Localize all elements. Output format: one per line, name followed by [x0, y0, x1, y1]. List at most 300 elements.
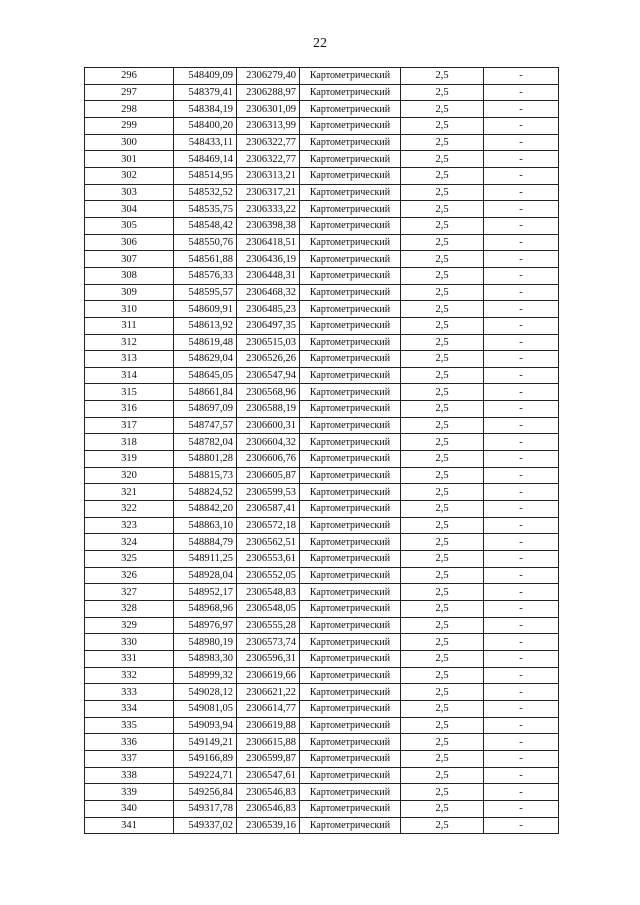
point-number-cell: 319	[85, 451, 174, 468]
method-cell: Картометрический	[300, 700, 401, 717]
accuracy-cell: 2,5	[401, 800, 484, 817]
y-coordinate-cell: 2306573,74	[237, 634, 300, 651]
method-cell: Картометрический	[300, 467, 401, 484]
point-number-cell: 333	[85, 684, 174, 701]
method-cell: Картометрический	[300, 417, 401, 434]
x-coordinate-cell: 548863,10	[174, 517, 237, 534]
accuracy-cell: 2,5	[401, 434, 484, 451]
x-coordinate-cell: 548595,57	[174, 284, 237, 301]
y-coordinate-cell: 2306552,05	[237, 567, 300, 584]
point-number-cell: 336	[85, 734, 174, 751]
method-cell: Картометрический	[300, 134, 401, 151]
accuracy-cell: 2,5	[401, 201, 484, 218]
accuracy-cell: 2,5	[401, 517, 484, 534]
accuracy-cell: 2,5	[401, 650, 484, 667]
description-cell: -	[484, 401, 559, 418]
x-coordinate-cell: 548532,52	[174, 184, 237, 201]
x-coordinate-cell: 548815,73	[174, 467, 237, 484]
point-number-cell: 332	[85, 667, 174, 684]
point-number-cell: 334	[85, 700, 174, 717]
y-coordinate-cell: 2306515,03	[237, 334, 300, 351]
y-coordinate-cell: 2306546,83	[237, 784, 300, 801]
description-cell: -	[484, 384, 559, 401]
accuracy-cell: 2,5	[401, 551, 484, 568]
table-row	[85, 317, 559, 334]
x-coordinate-cell: 548384,19	[174, 101, 237, 118]
y-coordinate-cell: 2306313,21	[237, 167, 300, 184]
accuracy-cell: 2,5	[401, 617, 484, 634]
method-cell: Картометрический	[300, 750, 401, 767]
y-coordinate-cell: 2306588,19	[237, 401, 300, 418]
coordinates-table-body	[85, 68, 559, 834]
x-coordinate-cell: 548550,76	[174, 234, 237, 251]
accuracy-cell: 2,5	[401, 634, 484, 651]
description-cell: -	[484, 68, 559, 85]
y-coordinate-cell: 2306436,19	[237, 251, 300, 268]
x-coordinate-cell: 549224,71	[174, 767, 237, 784]
description-cell: -	[484, 734, 559, 751]
point-number-cell: 323	[85, 517, 174, 534]
x-coordinate-cell: 549166,89	[174, 750, 237, 767]
x-coordinate-cell: 548400,20	[174, 117, 237, 134]
accuracy-cell: 2,5	[401, 484, 484, 501]
point-number-cell: 296	[85, 68, 174, 85]
description-cell: -	[484, 201, 559, 218]
description-cell: -	[484, 417, 559, 434]
point-number-cell: 299	[85, 117, 174, 134]
point-number-cell: 328	[85, 601, 174, 618]
point-number-cell: 298	[85, 101, 174, 118]
point-number-cell: 297	[85, 84, 174, 101]
description-cell: -	[484, 700, 559, 717]
x-coordinate-cell: 548645,05	[174, 367, 237, 384]
x-coordinate-cell: 548561,88	[174, 251, 237, 268]
accuracy-cell: 2,5	[401, 117, 484, 134]
point-number-cell: 314	[85, 367, 174, 384]
table-row	[85, 301, 559, 318]
description-cell: -	[484, 284, 559, 301]
table-row	[85, 734, 559, 751]
description-cell: -	[484, 717, 559, 734]
point-number-cell: 307	[85, 251, 174, 268]
x-coordinate-cell: 548884,79	[174, 534, 237, 551]
table-row	[85, 484, 559, 501]
method-cell: Картометрический	[300, 251, 401, 268]
point-number-cell: 311	[85, 317, 174, 334]
table-row	[85, 750, 559, 767]
accuracy-cell: 2,5	[401, 584, 484, 601]
accuracy-cell: 2,5	[401, 68, 484, 85]
point-number-cell: 331	[85, 650, 174, 667]
y-coordinate-cell: 2306604,32	[237, 434, 300, 451]
method-cell: Картометрический	[300, 767, 401, 784]
x-coordinate-cell: 549093,94	[174, 717, 237, 734]
y-coordinate-cell: 2306619,88	[237, 717, 300, 734]
method-cell: Картометрический	[300, 484, 401, 501]
description-cell: -	[484, 767, 559, 784]
point-number-cell: 325	[85, 551, 174, 568]
table-row	[85, 717, 559, 734]
x-coordinate-cell: 548747,57	[174, 417, 237, 434]
point-number-cell: 327	[85, 584, 174, 601]
method-cell: Картометрический	[300, 634, 401, 651]
method-cell: Картометрический	[300, 167, 401, 184]
point-number-cell: 330	[85, 634, 174, 651]
point-number-cell: 322	[85, 501, 174, 518]
table-row	[85, 417, 559, 434]
y-coordinate-cell: 2306614,77	[237, 700, 300, 717]
x-coordinate-cell: 548976,97	[174, 617, 237, 634]
description-cell: -	[484, 301, 559, 318]
table-row	[85, 467, 559, 484]
table-row	[85, 517, 559, 534]
accuracy-cell: 2,5	[401, 251, 484, 268]
accuracy-cell: 2,5	[401, 717, 484, 734]
table-row	[85, 784, 559, 801]
method-cell: Картометрический	[300, 517, 401, 534]
accuracy-cell: 2,5	[401, 217, 484, 234]
description-cell: -	[484, 267, 559, 284]
y-coordinate-cell: 2306322,77	[237, 151, 300, 168]
table-row	[85, 451, 559, 468]
description-cell: -	[484, 251, 559, 268]
y-coordinate-cell: 2306546,83	[237, 800, 300, 817]
method-cell: Картометрический	[300, 584, 401, 601]
point-number-cell: 339	[85, 784, 174, 801]
x-coordinate-cell: 548928,04	[174, 567, 237, 584]
y-coordinate-cell: 2306288,97	[237, 84, 300, 101]
table-row	[85, 617, 559, 634]
description-cell: -	[484, 351, 559, 368]
method-cell: Картометрический	[300, 184, 401, 201]
x-coordinate-cell: 548980,19	[174, 634, 237, 651]
accuracy-cell: 2,5	[401, 817, 484, 834]
description-cell: -	[484, 434, 559, 451]
x-coordinate-cell: 548433,11	[174, 134, 237, 151]
y-coordinate-cell: 2306605,87	[237, 467, 300, 484]
table-row	[85, 351, 559, 368]
y-coordinate-cell: 2306606,76	[237, 451, 300, 468]
point-number-cell: 326	[85, 567, 174, 584]
description-cell: -	[484, 551, 559, 568]
accuracy-cell: 2,5	[401, 784, 484, 801]
x-coordinate-cell: 549149,21	[174, 734, 237, 751]
accuracy-cell: 2,5	[401, 534, 484, 551]
point-number-cell: 317	[85, 417, 174, 434]
accuracy-cell: 2,5	[401, 750, 484, 767]
x-coordinate-cell: 548824,52	[174, 484, 237, 501]
accuracy-cell: 2,5	[401, 167, 484, 184]
y-coordinate-cell: 2306398,38	[237, 217, 300, 234]
table-row	[85, 151, 559, 168]
x-coordinate-cell: 548999,32	[174, 667, 237, 684]
method-cell: Картометрический	[300, 151, 401, 168]
point-number-cell: 309	[85, 284, 174, 301]
accuracy-cell: 2,5	[401, 134, 484, 151]
x-coordinate-cell: 548535,75	[174, 201, 237, 218]
y-coordinate-cell: 2306322,77	[237, 134, 300, 151]
method-cell: Картометрический	[300, 800, 401, 817]
table-row	[85, 534, 559, 551]
table-row	[85, 584, 559, 601]
x-coordinate-cell: 548983,30	[174, 650, 237, 667]
table-row	[85, 684, 559, 701]
table-row	[85, 551, 559, 568]
method-cell: Картометрический	[300, 650, 401, 667]
x-coordinate-cell: 548514,95	[174, 167, 237, 184]
y-coordinate-cell: 2306615,88	[237, 734, 300, 751]
y-coordinate-cell: 2306468,32	[237, 284, 300, 301]
description-cell: -	[484, 617, 559, 634]
x-coordinate-cell: 548782,04	[174, 434, 237, 451]
table-row	[85, 434, 559, 451]
table-row	[85, 184, 559, 201]
table-row	[85, 650, 559, 667]
accuracy-cell: 2,5	[401, 84, 484, 101]
accuracy-cell: 2,5	[401, 684, 484, 701]
point-number-cell: 316	[85, 401, 174, 418]
point-number-cell: 337	[85, 750, 174, 767]
method-cell: Картометрический	[300, 117, 401, 134]
coordinates-table	[84, 67, 559, 834]
table-row	[85, 84, 559, 101]
point-number-cell: 304	[85, 201, 174, 218]
accuracy-cell: 2,5	[401, 184, 484, 201]
table-row	[85, 167, 559, 184]
description-cell: -	[484, 817, 559, 834]
y-coordinate-cell: 2306599,87	[237, 750, 300, 767]
accuracy-cell: 2,5	[401, 501, 484, 518]
description-cell: -	[484, 684, 559, 701]
point-number-cell: 321	[85, 484, 174, 501]
y-coordinate-cell: 2306553,61	[237, 551, 300, 568]
point-number-cell: 312	[85, 334, 174, 351]
point-number-cell: 341	[85, 817, 174, 834]
y-coordinate-cell: 2306547,94	[237, 367, 300, 384]
accuracy-cell: 2,5	[401, 284, 484, 301]
method-cell: Картометрический	[300, 567, 401, 584]
method-cell: Картометрический	[300, 301, 401, 318]
point-number-cell: 329	[85, 617, 174, 634]
description-cell: -	[484, 584, 559, 601]
y-coordinate-cell: 2306526,26	[237, 351, 300, 368]
description-cell: -	[484, 234, 559, 251]
method-cell: Картометрический	[300, 551, 401, 568]
y-coordinate-cell: 2306418,51	[237, 234, 300, 251]
point-number-cell: 335	[85, 717, 174, 734]
accuracy-cell: 2,5	[401, 334, 484, 351]
point-number-cell: 324	[85, 534, 174, 551]
method-cell: Картометрический	[300, 501, 401, 518]
table-row	[85, 767, 559, 784]
accuracy-cell: 2,5	[401, 451, 484, 468]
table-row	[85, 334, 559, 351]
method-cell: Картометрический	[300, 717, 401, 734]
method-cell: Картометрический	[300, 451, 401, 468]
y-coordinate-cell: 2306562,51	[237, 534, 300, 551]
method-cell: Картометрический	[300, 217, 401, 234]
y-coordinate-cell: 2306547,61	[237, 767, 300, 784]
y-coordinate-cell: 2306596,31	[237, 650, 300, 667]
y-coordinate-cell: 2306572,18	[237, 517, 300, 534]
method-cell: Картометрический	[300, 384, 401, 401]
table-row	[85, 567, 559, 584]
description-cell: -	[484, 467, 559, 484]
point-number-cell: 302	[85, 167, 174, 184]
method-cell: Картометрический	[300, 284, 401, 301]
table-row	[85, 700, 559, 717]
x-coordinate-cell: 549081,05	[174, 700, 237, 717]
method-cell: Картометрический	[300, 601, 401, 618]
table-row	[85, 367, 559, 384]
accuracy-cell: 2,5	[401, 567, 484, 584]
description-cell: -	[484, 750, 559, 767]
method-cell: Картометрический	[300, 401, 401, 418]
table-row	[85, 501, 559, 518]
table-row	[85, 217, 559, 234]
table-row	[85, 134, 559, 151]
method-cell: Картометрический	[300, 334, 401, 351]
x-coordinate-cell: 549317,78	[174, 800, 237, 817]
x-coordinate-cell: 548379,41	[174, 84, 237, 101]
description-cell: -	[484, 534, 559, 551]
description-cell: -	[484, 484, 559, 501]
table-row	[85, 68, 559, 85]
x-coordinate-cell: 548613,92	[174, 317, 237, 334]
y-coordinate-cell: 2306619,66	[237, 667, 300, 684]
x-coordinate-cell: 548952,17	[174, 584, 237, 601]
method-cell: Картометрический	[300, 734, 401, 751]
description-cell: -	[484, 84, 559, 101]
x-coordinate-cell: 548409,09	[174, 68, 237, 85]
x-coordinate-cell: 548469,14	[174, 151, 237, 168]
method-cell: Картометрический	[300, 68, 401, 85]
table-row	[85, 601, 559, 618]
table-row	[85, 117, 559, 134]
method-cell: Картометрический	[300, 367, 401, 384]
x-coordinate-cell: 549337,02	[174, 817, 237, 834]
table-row	[85, 267, 559, 284]
accuracy-cell: 2,5	[401, 401, 484, 418]
x-coordinate-cell: 548697,09	[174, 401, 237, 418]
description-cell: -	[484, 601, 559, 618]
point-number-cell: 318	[85, 434, 174, 451]
method-cell: Картометрический	[300, 667, 401, 684]
table-row	[85, 284, 559, 301]
y-coordinate-cell: 2306333,22	[237, 201, 300, 218]
accuracy-cell: 2,5	[401, 267, 484, 284]
x-coordinate-cell: 548548,42	[174, 217, 237, 234]
accuracy-cell: 2,5	[401, 667, 484, 684]
method-cell: Картометрический	[300, 267, 401, 284]
method-cell: Картометрический	[300, 84, 401, 101]
description-cell: -	[484, 117, 559, 134]
description-cell: -	[484, 800, 559, 817]
table-row	[85, 800, 559, 817]
y-coordinate-cell: 2306555,28	[237, 617, 300, 634]
page-number: 22	[313, 36, 327, 51]
y-coordinate-cell: 2306313,99	[237, 117, 300, 134]
description-cell: -	[484, 217, 559, 234]
description-cell: -	[484, 451, 559, 468]
x-coordinate-cell: 548842,20	[174, 501, 237, 518]
y-coordinate-cell: 2306621,22	[237, 684, 300, 701]
table-row	[85, 401, 559, 418]
table-row	[85, 101, 559, 118]
accuracy-cell: 2,5	[401, 317, 484, 334]
description-cell: -	[484, 517, 559, 534]
y-coordinate-cell: 2306317,21	[237, 184, 300, 201]
accuracy-cell: 2,5	[401, 301, 484, 318]
point-number-cell: 301	[85, 151, 174, 168]
table-row	[85, 667, 559, 684]
y-coordinate-cell: 2306485,23	[237, 301, 300, 318]
accuracy-cell: 2,5	[401, 601, 484, 618]
y-coordinate-cell: 2306539,16	[237, 817, 300, 834]
table-row	[85, 817, 559, 834]
y-coordinate-cell: 2306600,31	[237, 417, 300, 434]
description-cell: -	[484, 567, 559, 584]
point-number-cell: 308	[85, 267, 174, 284]
description-cell: -	[484, 650, 559, 667]
description-cell: -	[484, 101, 559, 118]
description-cell: -	[484, 151, 559, 168]
x-coordinate-cell: 548619,48	[174, 334, 237, 351]
y-coordinate-cell: 2306301,09	[237, 101, 300, 118]
description-cell: -	[484, 634, 559, 651]
accuracy-cell: 2,5	[401, 467, 484, 484]
method-cell: Картометрический	[300, 201, 401, 218]
description-cell: -	[484, 167, 559, 184]
method-cell: Картометрический	[300, 784, 401, 801]
description-cell: -	[484, 501, 559, 518]
x-coordinate-cell: 548661,84	[174, 384, 237, 401]
point-number-cell: 338	[85, 767, 174, 784]
y-coordinate-cell: 2306279,40	[237, 68, 300, 85]
method-cell: Картометрический	[300, 817, 401, 834]
point-number-cell: 313	[85, 351, 174, 368]
accuracy-cell: 2,5	[401, 351, 484, 368]
table-row	[85, 634, 559, 651]
x-coordinate-cell: 548968,96	[174, 601, 237, 618]
point-number-cell: 305	[85, 217, 174, 234]
x-coordinate-cell: 549028,12	[174, 684, 237, 701]
method-cell: Картометрический	[300, 234, 401, 251]
y-coordinate-cell: 2306599,53	[237, 484, 300, 501]
y-coordinate-cell: 2306568,96	[237, 384, 300, 401]
method-cell: Картометрический	[300, 684, 401, 701]
point-number-cell: 320	[85, 467, 174, 484]
point-number-cell: 340	[85, 800, 174, 817]
y-coordinate-cell: 2306448,31	[237, 267, 300, 284]
accuracy-cell: 2,5	[401, 700, 484, 717]
accuracy-cell: 2,5	[401, 367, 484, 384]
x-coordinate-cell: 549256,84	[174, 784, 237, 801]
accuracy-cell: 2,5	[401, 417, 484, 434]
description-cell: -	[484, 317, 559, 334]
point-number-cell: 306	[85, 234, 174, 251]
x-coordinate-cell: 548576,33	[174, 267, 237, 284]
accuracy-cell: 2,5	[401, 234, 484, 251]
point-number-cell: 315	[85, 384, 174, 401]
table-row	[85, 234, 559, 251]
description-cell: -	[484, 667, 559, 684]
table-row	[85, 251, 559, 268]
accuracy-cell: 2,5	[401, 101, 484, 118]
table-row	[85, 384, 559, 401]
y-coordinate-cell: 2306587,41	[237, 501, 300, 518]
table-row	[85, 201, 559, 218]
